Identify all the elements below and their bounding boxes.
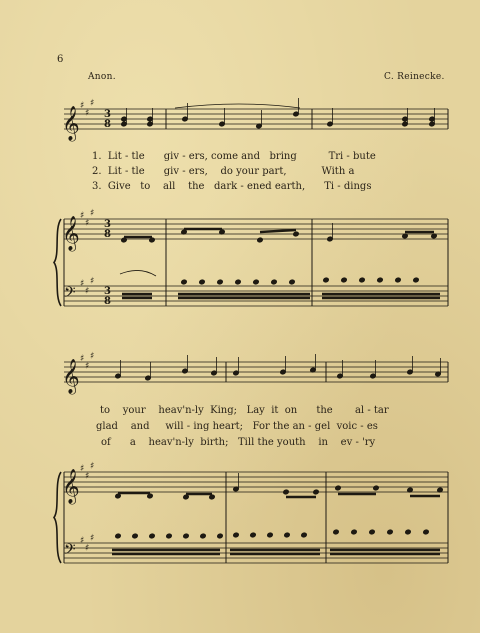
page-number: 6: [57, 54, 64, 65]
notehead: [369, 529, 375, 535]
slur: [120, 270, 156, 276]
notehead: [149, 533, 155, 539]
time-signature: 3: [104, 219, 111, 230]
notehead: [323, 277, 329, 283]
bass-clef-icon: 𝄢: [64, 541, 76, 562]
notehead: [199, 279, 205, 285]
composer-credit: C. Reinecke.: [384, 72, 445, 82]
sharp-icon: ♯: [85, 286, 90, 297]
lyric-line-2-verse-3: of a heav'n-ly birth; Till the youth in ev - 'ry: [101, 437, 376, 448]
bass-clef-icon: 𝄢: [64, 284, 76, 305]
slur: [175, 104, 300, 108]
beam: [260, 230, 296, 232]
notehead: [395, 277, 401, 283]
lyricist-credit: Anon.: [88, 72, 116, 82]
lyric-line-1-verse-3: 3. Give to all the dark - ened earth, Ti - dings: [92, 181, 372, 192]
sharp-icon: ♯: [80, 464, 85, 474]
notehead: [293, 231, 299, 237]
notehead: [217, 279, 223, 285]
sharp-icon: ♯: [80, 211, 85, 221]
sharp-icon: ♯: [90, 276, 95, 287]
notehead: [132, 533, 138, 539]
sharp-icon: ♯: [85, 218, 90, 229]
notehead: [115, 493, 121, 499]
notehead: [235, 279, 241, 285]
sharp-icon: ♯: [80, 279, 85, 289]
time-signature: 8: [104, 229, 111, 240]
brace: [54, 472, 61, 563]
sharp-icon: ♯: [90, 351, 95, 362]
treble-clef-icon: 𝄞: [62, 106, 80, 141]
notehead: [183, 533, 189, 539]
notehead: [341, 277, 347, 283]
notehead: [423, 529, 429, 535]
notehead: [166, 533, 172, 539]
notehead: [200, 533, 206, 539]
notehead: [359, 277, 365, 283]
notehead: [121, 237, 127, 243]
time-signature: 8: [104, 296, 111, 307]
notehead: [351, 529, 357, 535]
sharp-icon: ♯: [85, 543, 90, 554]
notehead: [289, 279, 295, 285]
notehead: [413, 277, 419, 283]
notehead: [387, 529, 393, 535]
sharp-icon: ♯: [80, 354, 85, 364]
notehead: [333, 529, 339, 535]
sharp-icon: ♯: [85, 108, 90, 119]
lyric-line-2-verse-2: glad and will - ing heart; For the an - gel voic - es: [96, 421, 378, 432]
notehead: [271, 279, 277, 285]
brace: [54, 219, 61, 306]
time-signature: 8: [104, 119, 111, 130]
notehead: [301, 532, 307, 538]
notehead: [377, 277, 383, 283]
sharp-icon: ♯: [90, 533, 95, 544]
notehead: [233, 532, 239, 538]
notehead: [181, 279, 187, 285]
notehead: [335, 485, 341, 491]
treble-clef-icon: 𝄞: [62, 216, 80, 251]
notehead: [313, 489, 319, 495]
notehead: [183, 494, 189, 500]
notehead: [373, 485, 379, 491]
notehead: [217, 533, 223, 539]
lyric-line-1-verse-1: 1. Lit - tle giv - ers, come and bring Tri - bute: [92, 151, 376, 162]
sharp-icon: ♯: [85, 471, 90, 482]
sharp-icon: ♯: [80, 536, 85, 546]
treble-clef-icon: 𝄞: [62, 469, 80, 504]
sharp-icon: ♯: [90, 461, 95, 472]
time-signature: 3: [104, 286, 111, 297]
notehead: [115, 533, 121, 539]
lyric-line-1-verse-2: 2. Lit - tle giv - ers, do your part, With a: [92, 166, 355, 177]
notehead: [257, 237, 263, 243]
notehead: [250, 532, 256, 538]
sharp-icon: ♯: [85, 361, 90, 372]
lyric-line-2-verse-1: to your heav'n-ly King; Lay it on the al - tar: [100, 405, 389, 416]
sharp-icon: ♯: [80, 101, 85, 111]
notehead: [405, 529, 411, 535]
time-signature: 3: [104, 109, 111, 120]
treble-clef-icon: 𝄞: [62, 359, 80, 394]
notehead: [283, 489, 289, 495]
sharp-icon: ♯: [90, 98, 95, 109]
notehead: [267, 532, 273, 538]
sharp-icon: ♯: [90, 208, 95, 219]
notehead: [253, 279, 259, 285]
notehead: [284, 532, 290, 538]
